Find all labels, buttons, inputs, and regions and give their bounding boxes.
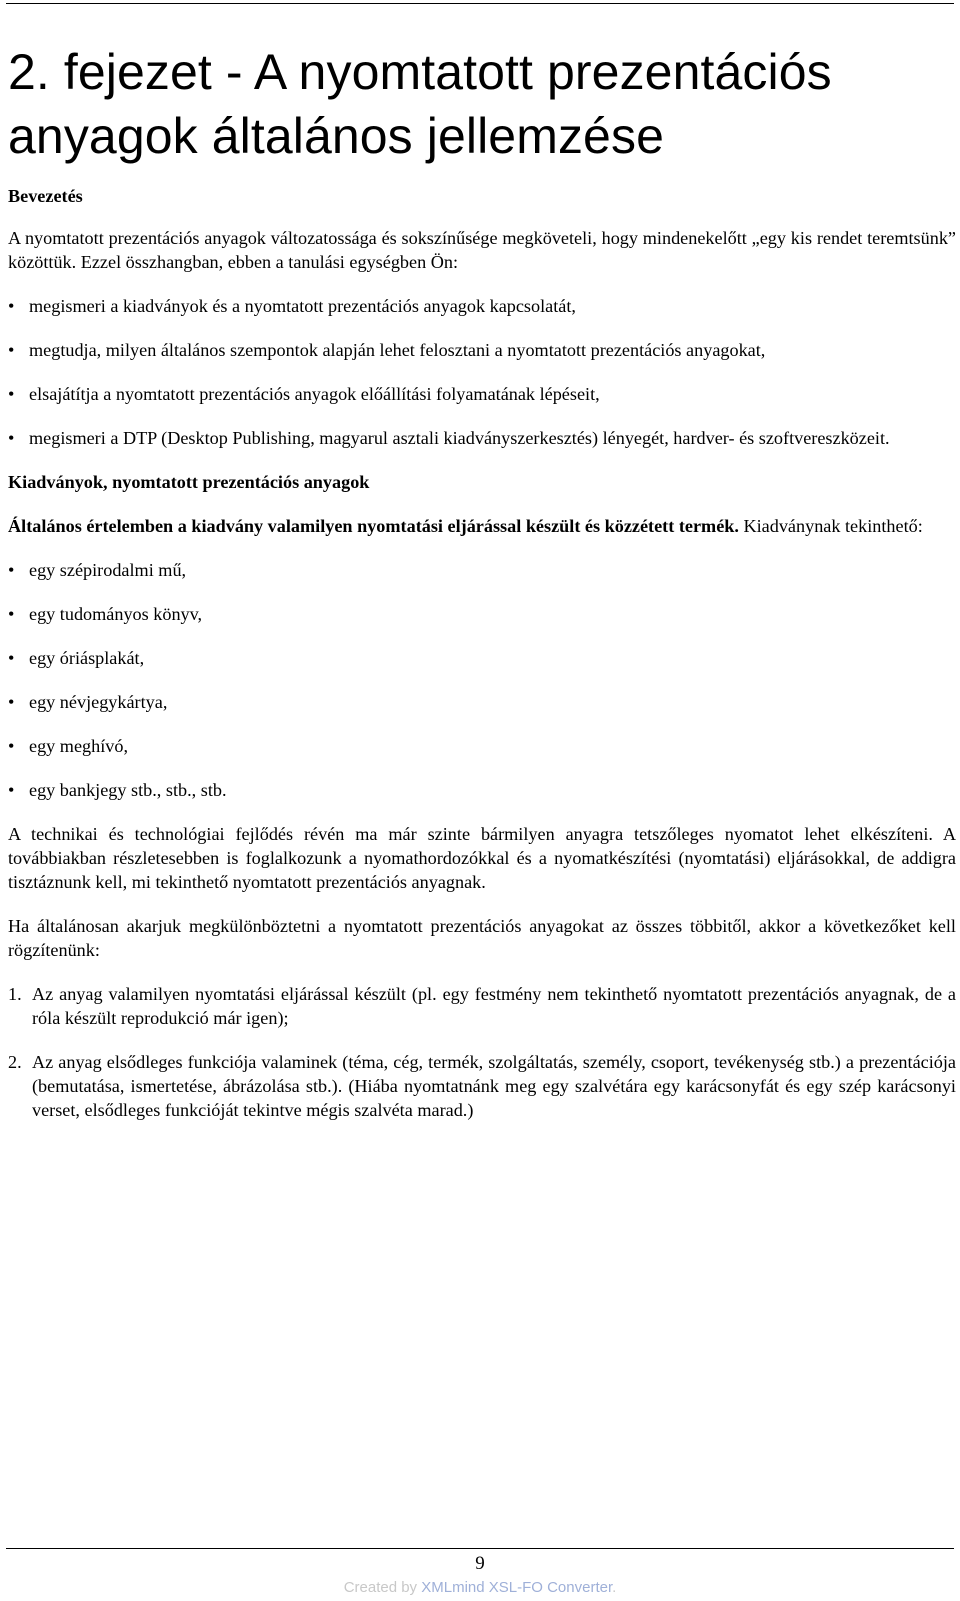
- numbered-item: 2. Az anyag elsődleges funkciója valaminek (téma, cég, termék, szolgáltatás, személy, csoport, tevékenység stb.) a prezentációja (bemutatása, ismertetése, ábrázolása stb.). (Hiába nyomtatnánk meg egy szalvétára egy karácsonyfát és egy szép karácsonyi verset, elsődleges funkcióját tekintve mégis szalvéta marad.): [8, 1052, 956, 1120]
- numbered-item: 1. Az anyag valamilyen nyomtatási eljárással készült (pl. egy festmény nem tekinthető nyomtatott prezentációs anyagnak, de a róla készült reprodukció már igen);: [8, 984, 956, 1028]
- criteria-numbered-list: [8, 982, 956, 1122]
- bullet-icon: •: [8, 428, 15, 448]
- lead-rest-text: Kiadványnak tekinthető:: [738, 516, 923, 536]
- document-page: [8, 40, 956, 1142]
- list-item: • megtudja, milyen általános szempontok alapján lehet felosztani a nyomtatott prezentációs anyagokat,: [8, 340, 766, 360]
- intro-bullet-list: [8, 294, 956, 450]
- bullet-icon: •: [8, 780, 15, 800]
- top-rule: [6, 3, 954, 4]
- list-item: • megismeri a DTP (Desktop Publishing, magyarul asztali kiadványszerkesztés) lényegét, hardver- és szoftvereszközeit.: [8, 428, 890, 448]
- list-item: • egy tudományos könyv,: [8, 604, 203, 624]
- bullet-icon: •: [8, 340, 15, 360]
- bullet-icon: •: [8, 648, 15, 668]
- list-item: • egy névjegykártya,: [8, 692, 168, 712]
- list-item: • egy meghívó,: [8, 736, 129, 756]
- list-item: • elsajátítja a nyomtatott prezentációs anyagok előállítási folyamatának lépéseit,: [8, 384, 600, 404]
- section-heading-publications: Kiadványok, nyomtatott prezentációs anyagok: [8, 472, 370, 492]
- bullet-icon: •: [8, 384, 15, 404]
- bullet-icon: •: [8, 296, 15, 316]
- created-by-note: Created by XMLmind XSL-FO Converter.: [343, 1579, 617, 1596]
- section-heading-intro: Bevezetés: [8, 186, 83, 206]
- list-item: • megismeri a kiadványok és a nyomtatott prezentációs anyagok kapcsolatát,: [8, 296, 576, 316]
- item-number: 2.: [8, 1052, 22, 1072]
- footer-rule: [6, 1548, 954, 1549]
- bullet-icon: •: [8, 692, 15, 712]
- lead-bold-text: Általános értelemben a kiadvány valamilyen nyomtatási eljárással készült és közzétett termék.: [8, 516, 739, 536]
- item-number: 1.: [8, 984, 22, 1004]
- page-number: 9: [475, 1553, 485, 1574]
- bullet-icon: •: [8, 560, 15, 580]
- bullet-icon: •: [8, 604, 15, 624]
- list-item: • egy bankjegy stb., stb., stb.: [8, 780, 227, 800]
- publications-lead-paragraph: [8, 514, 956, 538]
- technology-paragraph: A technikai és technológiai fejlődés révén ma már szinte bármilyen anyagra tetszőleges nyomatot lehet elkészíteni. A továbbiakban részletesebben is foglalkozunk a nyomathordozókkal és a nyomatkészítési (nyomtatási) eljárásokkal, de addigra tisztáznunk kell, mi tekinthető nyomtatott prezentációs anyagnak.: [8, 824, 956, 892]
- converter-link[interactable]: XMLmind XSL-FO Converter: [421, 1579, 613, 1596]
- intro-paragraph: A nyomtatott prezentációs anyagok változatossága és sokszínűsége megköveteli, hogy mindenekelőtt „egy kis rendet teremtsünk” közöttük. Ezzel összhangban, ebben a tanulási egységben Ön:: [8, 228, 956, 272]
- list-item: • egy szépirodalmi mű,: [8, 560, 187, 580]
- publications-bullet-list: [8, 558, 956, 802]
- list-item: • egy óriásplakát,: [8, 648, 145, 668]
- distinction-paragraph: Ha általánosan akarjuk megkülönböztetni a nyomtatott prezentációs anyagokat az összes többitől, akkor a következőket kell rögzítenünk:: [8, 916, 956, 960]
- chapter-title: 2. fejezet - A nyomtatott prezentációs anyagok általános jellemzése: [8, 44, 832, 164]
- bullet-icon: •: [8, 736, 15, 756]
